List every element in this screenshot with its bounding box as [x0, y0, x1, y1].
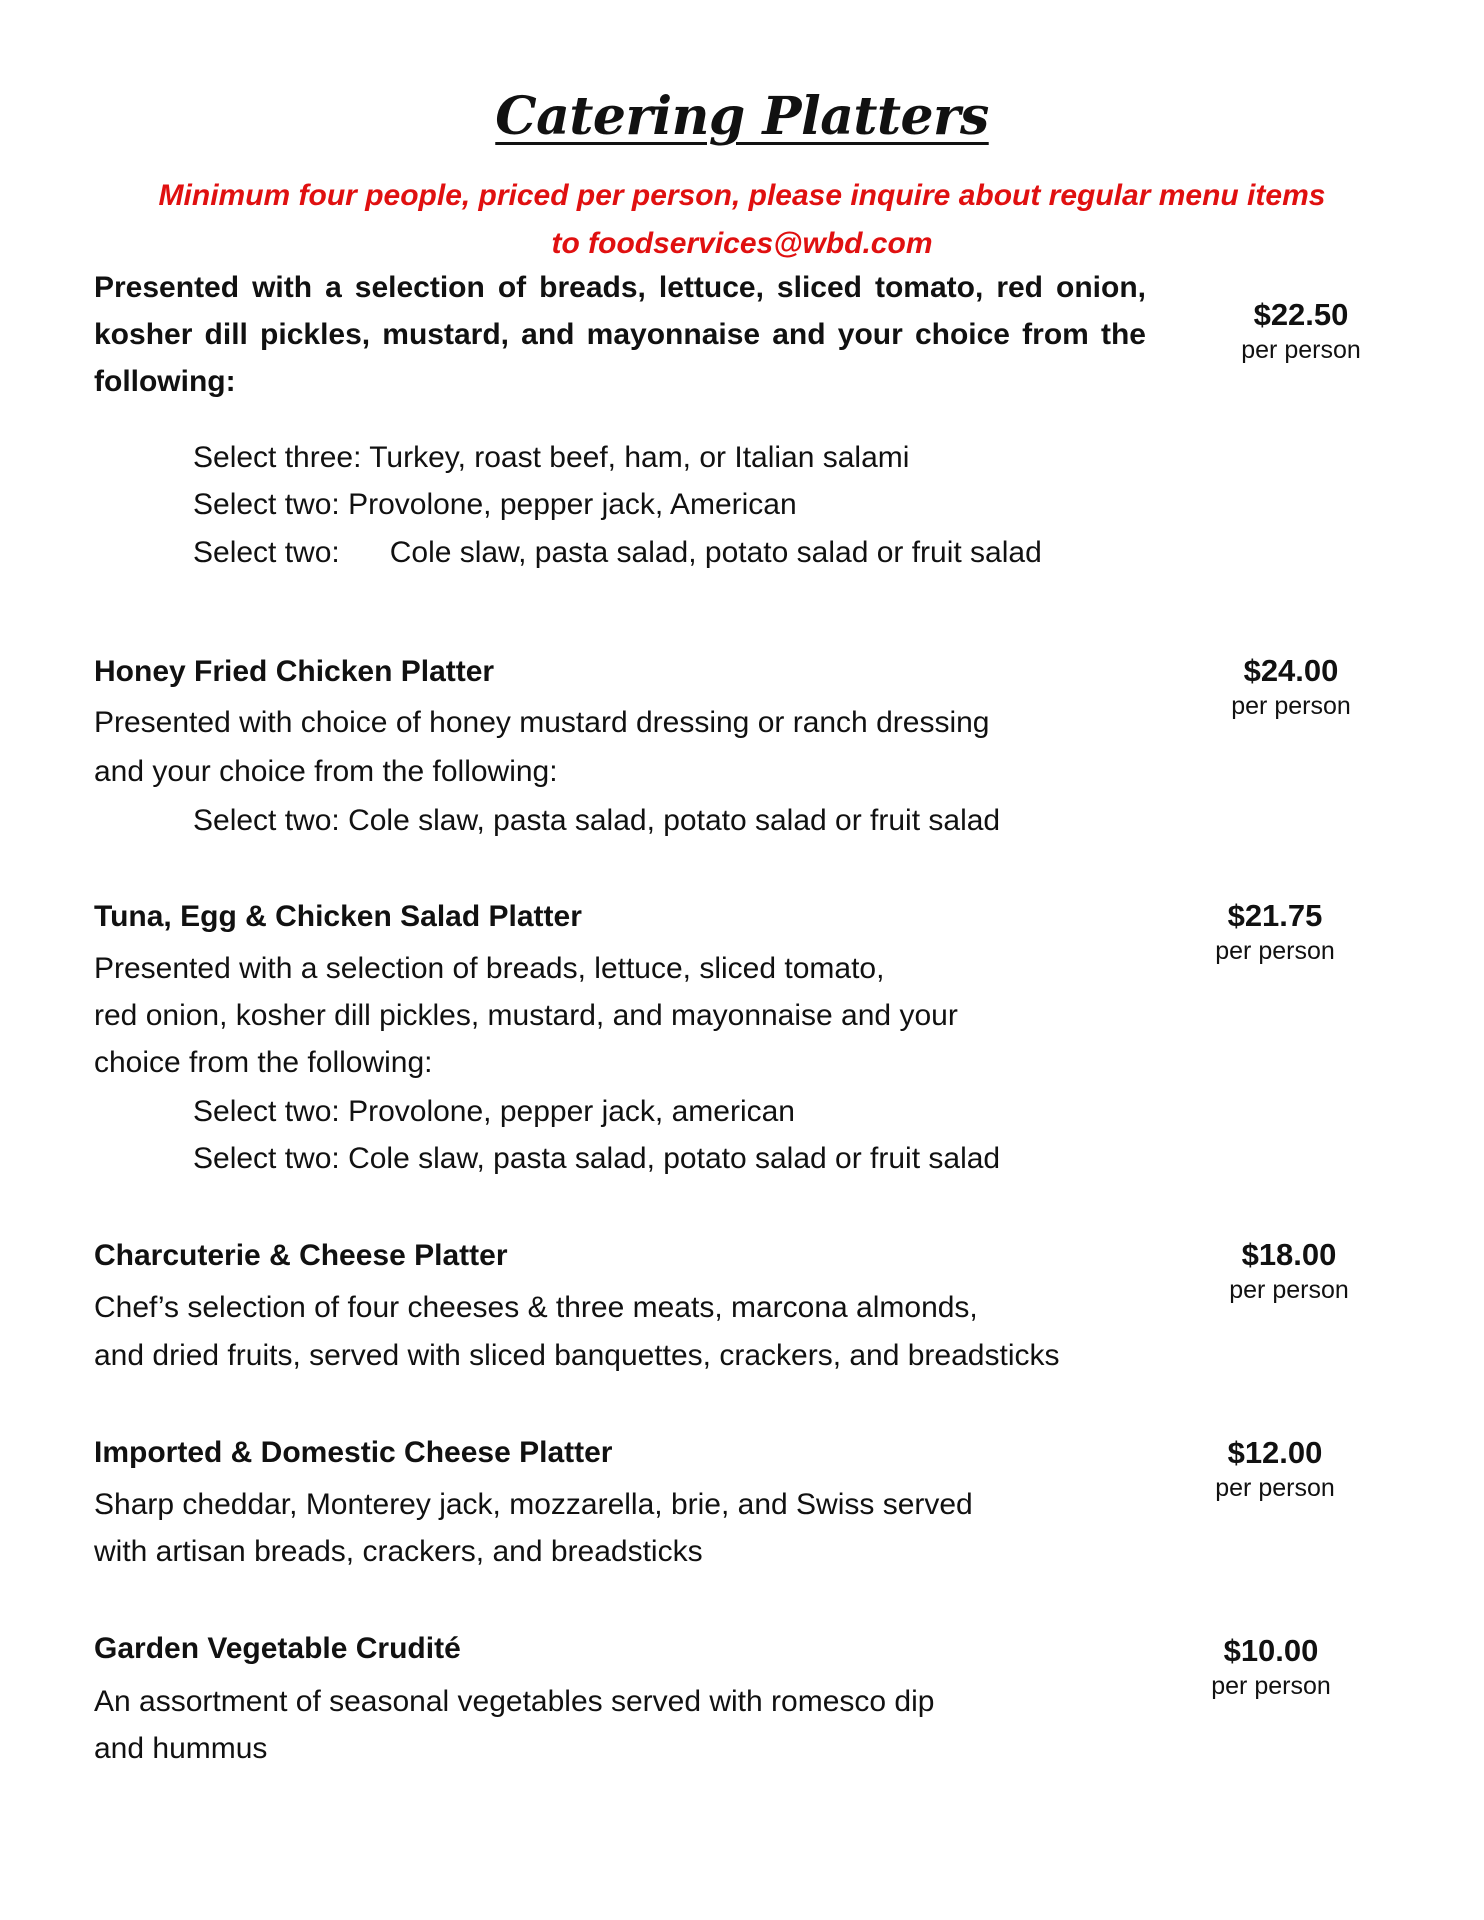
option-value: Cole slaw, pasta salad, potato salad or fruit salad — [389, 536, 1042, 569]
item-name: Charcuterie & Cheese Platter — [94, 1239, 508, 1272]
sandwich-price — [1206, 296, 1396, 366]
item-name: Garden Vegetable Crudité — [94, 1632, 461, 1665]
price-amount: $24.00 — [1243, 653, 1339, 688]
item-option: Select two: Cole slaw, pasta salad, potato salad or fruit salad — [193, 804, 1001, 837]
item-name: Honey Fried Chicken Platter — [94, 655, 495, 688]
sandwich-option: Select two: Provolone, pepper jack, American — [193, 488, 797, 521]
item-name: Imported & Domestic Cheese Platter — [94, 1436, 613, 1469]
item-name: Tuna, Egg & Chicken Salad Platter — [94, 900, 582, 933]
item-description: choice from the following: — [94, 1046, 433, 1079]
sandwich-description: Presented with a selection of breads, lettuce, sliced tomato, red onion, kosher dill pickles, mustard, and mayonnaise and your choice from the following: — [94, 271, 1146, 398]
price-amount: $12.00 — [1227, 1435, 1323, 1470]
item-description: Sharp cheddar, Monterey jack, mozzarella, brie, and Swiss served — [94, 1488, 973, 1521]
price-unit: per person — [1215, 937, 1335, 965]
item-description: and your choice from the following: — [94, 755, 558, 788]
item-price — [1180, 1434, 1370, 1504]
price-unit: per person — [1229, 1276, 1349, 1304]
item-description: Presented with choice of honey mustard dressing or ranch dressing — [94, 706, 990, 739]
price-amount: $21.75 — [1227, 898, 1323, 933]
item-option: Select two: Provolone, pepper jack, american — [193, 1095, 795, 1128]
price-unit: per person — [1215, 1474, 1335, 1502]
sandwich-option — [193, 533, 1042, 573]
item-price — [1194, 1236, 1384, 1306]
price-unit: per person — [1231, 692, 1351, 720]
item-description: and dried fruits, served with sliced banquettes, crackers, and breadsticks — [94, 1339, 1060, 1372]
price-amount: $22.50 — [1253, 297, 1349, 332]
item-price — [1180, 897, 1370, 967]
item-description: and hummus — [94, 1732, 268, 1765]
page-title: Catering Platters — [495, 86, 989, 147]
item-description: red onion, kosher dill pickles, mustard, and mayonnaise and your — [94, 999, 958, 1032]
item-description: with artisan breads, crackers, and breadsticks — [94, 1535, 703, 1568]
notice-line-1: Minimum four people, priced per person, please inquire about regular menu items — [158, 179, 1326, 212]
price-unit: per person — [1211, 1672, 1331, 1700]
option-label: Select two: — [193, 536, 340, 569]
item-description: An assortment of seasonal vegetables served with romesco dip — [94, 1685, 935, 1718]
item-description: Chef’s selection of four cheeses & three meats, marcona almonds, — [94, 1291, 978, 1324]
item-option: Select two: Cole slaw, pasta salad, potato salad or fruit salad — [193, 1142, 1001, 1175]
notice-line-2: to foodservices@wbd.com — [551, 227, 933, 260]
price-amount: $10.00 — [1223, 1633, 1319, 1668]
item-description: Presented with a selection of breads, lettuce, sliced tomato, — [94, 952, 885, 985]
price-unit: per person — [1241, 336, 1361, 364]
item-price — [1196, 652, 1386, 722]
item-price — [1176, 1632, 1366, 1702]
price-amount: $18.00 — [1241, 1237, 1337, 1272]
sandwich-option: Select three: Turkey, roast beef, ham, or Italian salami — [193, 441, 910, 474]
